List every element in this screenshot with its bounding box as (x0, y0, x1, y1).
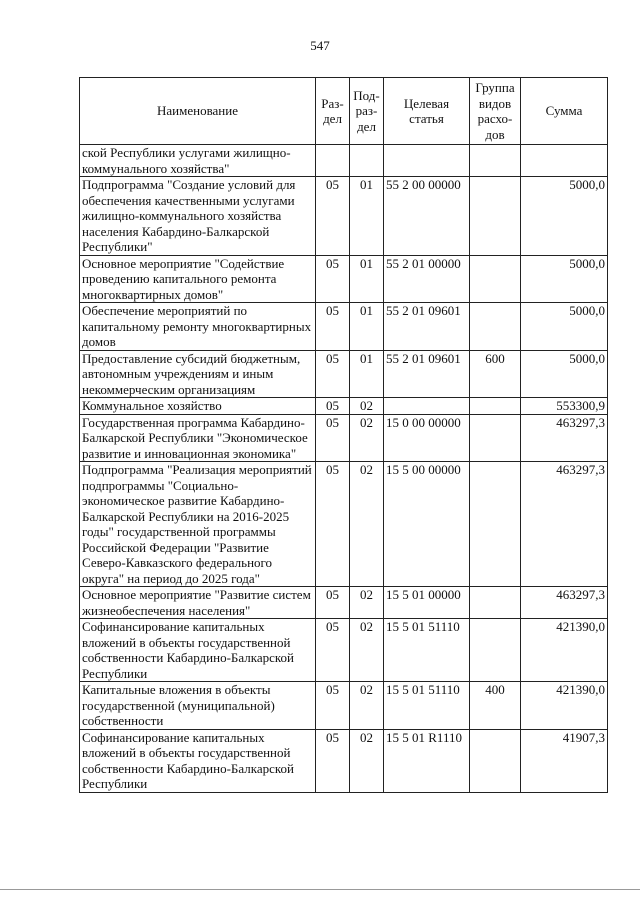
row-subsection (350, 145, 384, 177)
row-group (470, 177, 521, 256)
row-name: Государственная программа Кабардино-Балкарской Республики "Экономическое развитие и инновационная экономика" (80, 414, 316, 462)
row-subsection: 02 (350, 682, 384, 730)
row-target: 55 2 01 00000 (384, 255, 470, 303)
row-sum: 463297,3 (521, 462, 608, 587)
row-subsection: 01 (350, 255, 384, 303)
row-sum: 463297,3 (521, 587, 608, 619)
header-name: Наименование (80, 78, 316, 145)
row-target: 55 2 01 09601 (384, 350, 470, 398)
row-name: Предоставление субсидий бюджетным, автономным учреждениям и иным некоммерческим организациям (80, 350, 316, 398)
row-target: 15 5 01 51110 (384, 682, 470, 730)
row-section: 05 (316, 177, 350, 256)
row-subsection: 01 (350, 350, 384, 398)
header-group: Группа видов расхо- дов (470, 78, 521, 145)
table-row (80, 350, 608, 398)
row-target: 15 5 00 00000 (384, 462, 470, 587)
table-row (80, 177, 608, 256)
row-section: 05 (316, 303, 350, 351)
row-section: 05 (316, 619, 350, 682)
table-row (80, 255, 608, 303)
row-name: Основное мероприятие "Развитие систем жизнеобеспечения населения" (80, 587, 316, 619)
row-subsection: 02 (350, 729, 384, 792)
row-target: 55 2 01 09601 (384, 303, 470, 351)
row-section: 05 (316, 350, 350, 398)
page-number: 547 (310, 38, 330, 53)
row-subsection: 01 (350, 177, 384, 256)
row-name: Софинансирование капитальных вложений в объекты государственной собственности Кабардино-Балкарской Республики (80, 619, 316, 682)
row-section: 05 (316, 255, 350, 303)
table-row (80, 398, 608, 415)
row-subsection: 01 (350, 303, 384, 351)
row-subsection: 02 (350, 587, 384, 619)
table-row (80, 587, 608, 619)
row-section: 05 (316, 414, 350, 462)
row-group: 400 (470, 682, 521, 730)
row-group (470, 729, 521, 792)
row-name: Обеспечение мероприятий по капитальному ремонту многоквартирных домов (80, 303, 316, 351)
table-row (80, 729, 608, 792)
row-sum: 5000,0 (521, 350, 608, 398)
header-section: Раз- дел (316, 78, 350, 145)
row-section: 05 (316, 587, 350, 619)
row-group (470, 255, 521, 303)
row-subsection: 02 (350, 414, 384, 462)
header-subsection: Под- раз- дел (350, 78, 384, 145)
row-group (470, 619, 521, 682)
row-sum: 421390,0 (521, 682, 608, 730)
table-row (80, 619, 608, 682)
row-group (470, 398, 521, 415)
header-row (80, 78, 608, 145)
row-section: 05 (316, 682, 350, 730)
row-name: Софинансирование капитальных вложений в объекты государственной собственности Кабардино-Балкарской Республики (80, 729, 316, 792)
row-sum: 5000,0 (521, 177, 608, 256)
row-group (470, 462, 521, 587)
row-target: 15 5 01 R1110 (384, 729, 470, 792)
row-target: 15 5 01 00000 (384, 587, 470, 619)
row-name: Подпрограмма "Создание условий для обеспечения качественными услугами жилищно-коммунального хозяйства населения Кабардино-Балкарской Республики" (80, 177, 316, 256)
row-sum: 41907,3 (521, 729, 608, 792)
row-sum: 5000,0 (521, 303, 608, 351)
header-target: Целевая статья (384, 78, 470, 145)
row-target (384, 145, 470, 177)
row-section (316, 145, 350, 177)
row-group (470, 145, 521, 177)
row-group (470, 303, 521, 351)
row-target (384, 398, 470, 415)
row-sum: 553300,9 (521, 398, 608, 415)
row-group (470, 414, 521, 462)
bottom-rule (0, 889, 640, 890)
row-target: 15 5 01 51110 (384, 619, 470, 682)
table-row (80, 462, 608, 587)
row-name: Коммунальное хозяйство (80, 398, 316, 415)
row-name: Капитальные вложения в объекты государственной (муниципальной) собственности (80, 682, 316, 730)
row-section: 05 (316, 729, 350, 792)
row-subsection: 02 (350, 619, 384, 682)
row-sum: 5000,0 (521, 255, 608, 303)
row-subsection: 02 (350, 462, 384, 587)
row-sum (521, 145, 608, 177)
table-row (80, 414, 608, 462)
row-sum: 463297,3 (521, 414, 608, 462)
header-sum: Сумма (521, 78, 608, 145)
row-subsection: 02 (350, 398, 384, 415)
table-row (80, 682, 608, 730)
row-target: 55 2 00 00000 (384, 177, 470, 256)
row-section: 05 (316, 398, 350, 415)
budget-table (79, 77, 608, 793)
row-target: 15 0 00 00000 (384, 414, 470, 462)
row-sum: 421390,0 (521, 619, 608, 682)
row-group: 600 (470, 350, 521, 398)
table-row (80, 303, 608, 351)
row-name: Основное мероприятие "Содействие проведению капитального ремонта многоквартирных домов" (80, 255, 316, 303)
row-group (470, 587, 521, 619)
table-row (80, 145, 608, 177)
row-name: Подпрограмма "Реализация мероприятий подпрограммы "Социально-экономическое развитие Кабардино-Балкарской Республики на 2016-2025 годы" государственной программы Российской Федерации "Развитие Северо-Кавказского федерального округа" на период до 2025 года" (80, 462, 316, 587)
row-name: ской Республики услугами жилищно-коммунального хозяйства" (80, 145, 316, 177)
row-section: 05 (316, 462, 350, 587)
